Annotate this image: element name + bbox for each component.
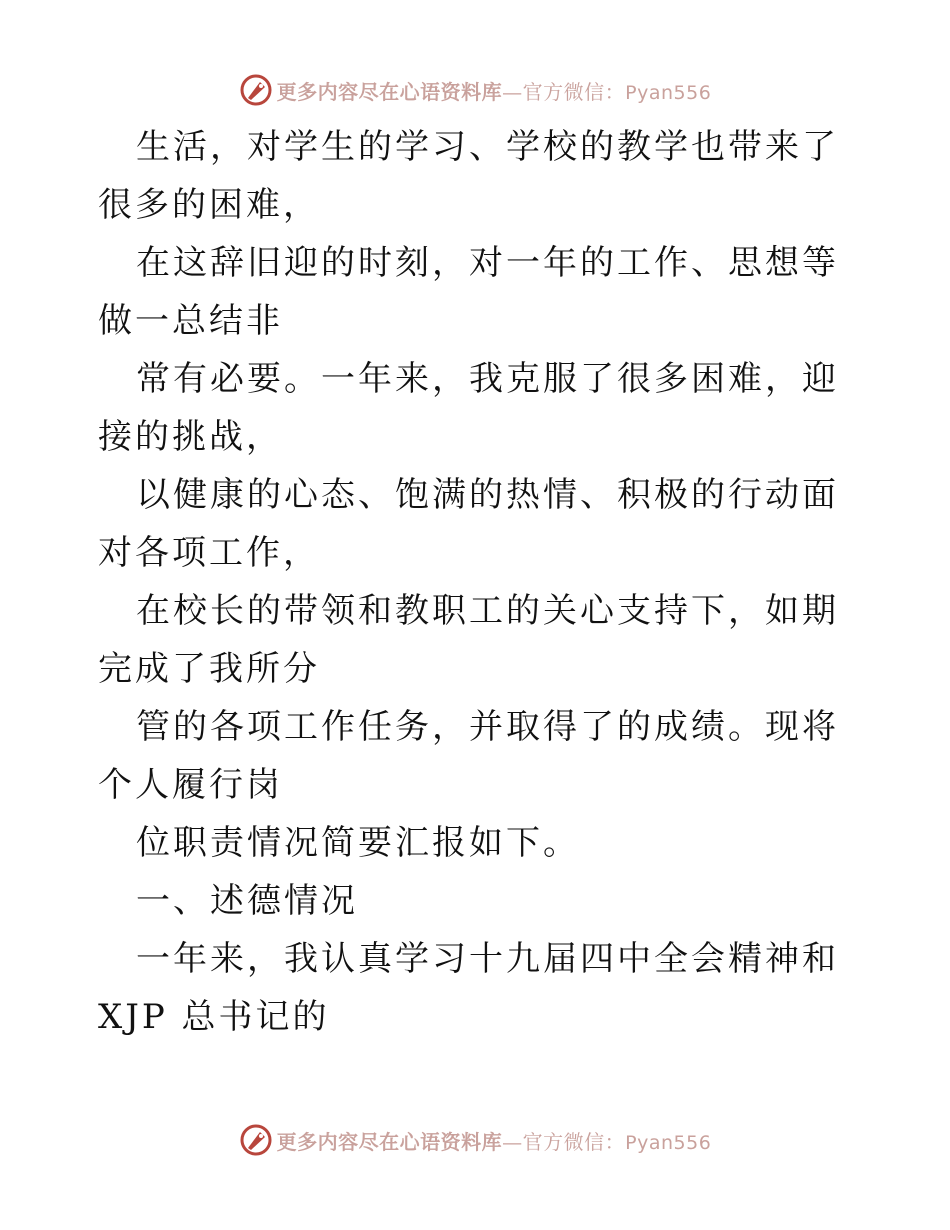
banner-title: 更多内容尽在心语资料库 xyxy=(276,79,503,104)
banner-title: 更多内容尽在心语资料库 xyxy=(276,1129,503,1154)
paragraph: 位职责情况简要汇报如下。 xyxy=(136,823,580,863)
paragraph: 在这辞旧迎的时刻，对一年的工作、思想等做一总结非 xyxy=(98,243,839,341)
paragraph: 一年来，我认真学习十九届四中全会精神和 XJP 总书记的 xyxy=(98,939,839,1037)
pen-nib-icon xyxy=(239,1123,273,1157)
document-body xyxy=(98,118,858,1046)
banner-wechat-label: 官方微信： xyxy=(522,79,626,104)
banner-wechat-id: Pyan556 xyxy=(625,1131,712,1154)
header-watermark-banner xyxy=(0,70,950,110)
banner-wechat-label: 官方微信： xyxy=(522,1129,626,1154)
banner-separator: — xyxy=(502,79,523,104)
paragraph: 以健康的心态、饱满的热情、积极的行动面对各项工作， xyxy=(98,475,839,573)
pen-nib-icon xyxy=(239,73,273,107)
paragraph: 在校长的带领和教职工的关心支持下，如期完成了我所分 xyxy=(98,591,839,689)
paragraph: 常有必要。一年来，我克服了很多困难，迎接的挑战， xyxy=(98,359,839,457)
banner-separator: — xyxy=(502,1129,523,1154)
section-heading: 一、述德情况 xyxy=(136,881,358,921)
paragraph: 生活，对学生的学习、学校的教学也带来了很多的困难， xyxy=(98,127,839,225)
paragraph: 管的各项工作任务，并取得了的成绩。现将个人履行岗 xyxy=(98,707,839,805)
banner-wechat-id: Pyan556 xyxy=(625,81,712,104)
footer-watermark-banner xyxy=(0,1120,950,1160)
